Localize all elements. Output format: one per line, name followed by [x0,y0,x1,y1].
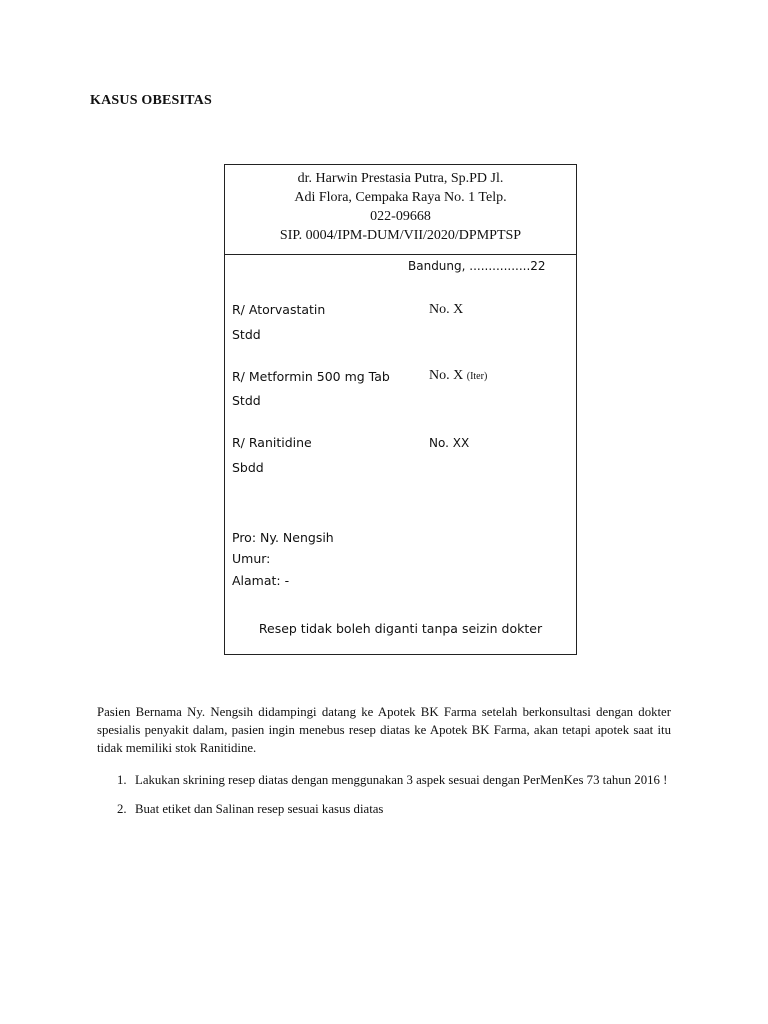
task-list [117,767,671,825]
patient-name: Pro: Ny. Nengsih [232,530,334,545]
drug-signa: Stdd [232,393,261,408]
patient-age: Umur: [232,551,271,566]
doctor-address-line: Adi Flora, Cempaka Raya No. 1 Telp. [294,190,507,205]
drug-quantity-value: No. XX [429,436,470,450]
iter-note: (Iter) [466,371,488,382]
task-item [117,796,671,822]
drug-quantity-value: No. X [429,302,464,317]
drug-quantity [429,302,463,318]
prescription-form [224,164,577,655]
document-title: KASUS OBESITAS [90,93,212,108]
drug-signa: Sbdd [232,460,264,475]
task-number: 2. [117,802,127,816]
doctor-name-line: dr. Harwin Prestasia Putra, Sp.PD Jl. [297,171,504,186]
task-text: Buat etiket dan Salinan resep sesuai kasus diatas [135,802,384,816]
drug-quantity-value: No. X [429,368,464,383]
drug-quantity [429,436,469,450]
drug-name: R/ Atorvastatin [232,302,326,317]
drug-name: R/ Ranitidine [232,435,312,450]
doctor-license-line: SIP. 0004/IPM-DUM/VII/2020/DPMPTSP [279,228,522,243]
prescription-city-date: Bandung, ................22 [408,259,546,273]
prescription-footer-note: Resep tidak boleh diganti tanpa seizin dokter [258,621,543,636]
drug-name: R/ Metformin 500 mg Tab [232,369,390,384]
task-text: Lakukan skrining resep diatas dengan menggunakan 3 aspek sesuai dengan PerMenKes 73 tahun 2016 ! [135,773,668,787]
task-item [117,767,671,793]
prescription-header [225,165,576,255]
task-number: 1. [117,773,127,787]
drug-quantity [429,368,487,384]
patient-address: Alamat: - [232,573,290,588]
case-description: Pasien Bernama Ny. Nengsih didampingi datang ke Apotek BK Farma setelah berkonsultasi dengan dokter spesialis penyakit dalam, pasien ingin menebus resep diatas ke Apotek BK Farma, akan tetapi apotek saat itu tidak memiliki stok Ranitidine. [97,705,671,755]
drug-signa: Stdd [232,327,261,342]
doctor-phone-line: 022-09668 [370,209,431,224]
